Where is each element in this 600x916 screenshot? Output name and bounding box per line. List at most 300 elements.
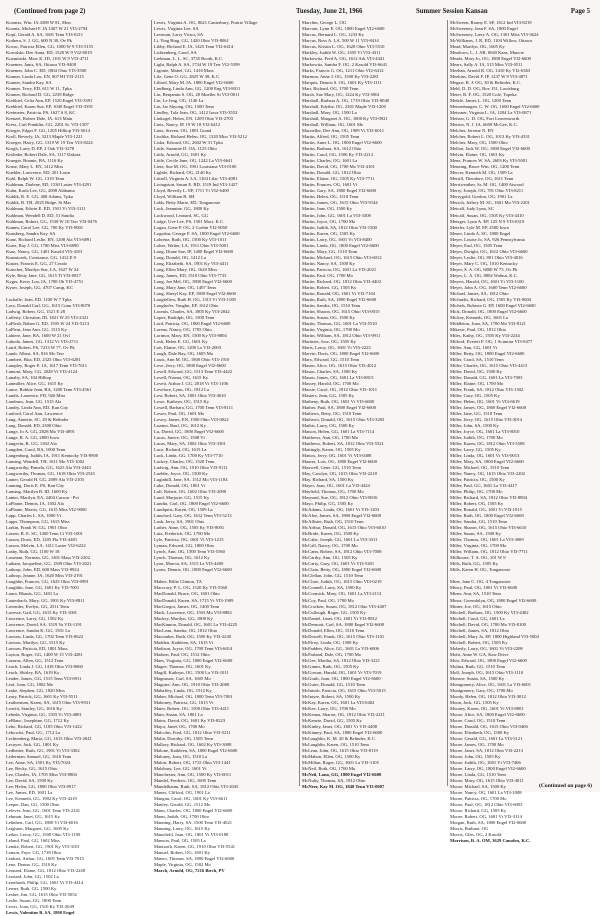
directory-entry: Metzger, Lynn A. EP, 125 N 9 VI3-0319 — [450, 218, 525, 224]
directory-entry: Martin, Ruth, SA, 1800 Engel VI2-6600 — [302, 296, 377, 302]
directory-entry: Ledbetter, Ruth, GG, 1901 Vt VI3-3302 — [6, 747, 80, 753]
directory-entry: Leavitt, Stanley, GG, 1616 Ky — [6, 705, 62, 711]
directory-entry: Meadows, L. J. AB, 6040 Kans, Muncie — [450, 50, 524, 56]
directory-entry: Miller, Thomas, OG, 1601 La VI3-3009 — [450, 537, 524, 543]
directory-entry: Lambert, Rita, ED, 2325 Ohio VI3-6281 — [6, 356, 81, 362]
directory-entry: Lynch, Ann, OG, 1500 Tenn VI3-5560 — [154, 549, 225, 555]
directory-entry: Ladwig, Robert, GG, 1521 E 28 — [6, 308, 65, 314]
directory-entry: Morrison, R. A. OM, 3629 Camden, K.C. — [450, 838, 531, 844]
directory-entry: Little, Arnold, GG, 1601 Ky — [154, 152, 207, 158]
directory-entry: Monroe, Susan, SA, 1500 Ky — [450, 675, 505, 681]
directory-entry: Leonard, John, GG, 1502 La — [6, 874, 59, 880]
directory-entry: Lock, Jeannine, GG, 1800 Ky — [154, 206, 209, 212]
directory-entry: Linkogel, Helen, EN, 1209 Ohio VI3-2703 — [154, 116, 234, 122]
directory-entry: McDowell, Frank, OG, 1615 Ohio VI3-1101 — [302, 633, 385, 639]
directory-entry: Layton, Roger, GG, 1400 W 15 VI3-4281 — [6, 651, 83, 657]
directory-entry: McLaughlin, K. M. 20 & Belinder, K.C. — [302, 735, 377, 741]
directory-entry: McGowan, Harold, OG, 1601 Vt VI3-7019 — [302, 669, 382, 675]
directory-entry: Marx, Edward, GG, 1510 Tenn — [302, 356, 360, 362]
directory-entry: Malsbury, Lee, GG, 1601 Vt — [154, 765, 207, 771]
directory-entry: Kopf, Gerald A. SA, 1601 Tenn VI3-0211 — [6, 32, 84, 38]
directory-entry: Martin, Elaine, OG, 1505 Ky VI3-7711 — [302, 176, 375, 182]
directory-entry: Lyon, Marcia, SA, 1515 La VI3-4400 — [154, 561, 224, 567]
directory-entry: Mincy, Paul, OG, 1801 Vt VI3-6600 — [450, 585, 518, 591]
directory-entry: Leach, Shirley, BA, 1619 Ky — [6, 669, 60, 675]
directory-entry: McMahon, Ellen, OG, 1500 Ky — [302, 753, 361, 759]
directory-entry: Marks, Francis G. OG, 1211 Ohio VI2-6412 — [302, 68, 384, 74]
directory-entry: Martin, Thomas, GG, 1601 La VI3-5510 — [302, 320, 377, 326]
directory-entry: Marquis, Dennis S. OG, 1601 Ky VI3-1111 — [302, 80, 382, 86]
directory-entry: Metcalf, Susan, OG, 1505 Ky VI3-4410 — [450, 212, 524, 218]
directory-entry: Mayfield, Thomas, OG, 1700 Mo — [302, 489, 364, 495]
directory-entry: Miller, Charles, OG, 1615 Ohio VI3-4413 — [450, 362, 528, 368]
directory-entry: Miller, Virginia, OG, 1700 Mo — [450, 543, 507, 549]
directory-entry: Maloney, Joan, OG, 1510 La — [154, 753, 208, 759]
directory-entry: Logsdon, George F. SA, 1800 Engel VI2-6600 — [154, 230, 240, 236]
directory-entry: Miller, Larry, GG, 1505 Ky — [450, 447, 501, 453]
directory-entry: Manning, Harry, SA, 1500 Tenn VI3-4021 — [154, 820, 233, 826]
directory-entry: Lafferty, Christine, ID, 1821 W 25 VI3-2321 — [6, 314, 89, 320]
page-number: Page 5 — [570, 8, 590, 15]
directory-entry: Lenz, Donna, GG, 1510 Ky — [6, 862, 57, 868]
directory-entry: Lovelace, Lynn, OG, 1812 La — [154, 386, 209, 392]
directory-entry: Manchester, Ann, OG, 1500 Ky VI3-0011 — [154, 771, 232, 777]
directory-entry: McBride, Karen, OG, 1500 Ky — [302, 531, 360, 537]
directory-entry: Lawson, Marilyn, GG, 1515 Ky — [6, 639, 65, 645]
directory-entry: Lanter, Marilyn, EA, 2404 Carson - Pvt — [6, 495, 79, 501]
directory-entry: Maxwell, Gene, GG, 1510 Tenn — [302, 465, 361, 471]
directory-entry: Maynard, Sue, OG, 1812 Ohio VI3-8016 — [302, 495, 378, 501]
directory-entry: Maguire, Ann, OG, 1910 Ohio VI3-2080 — [154, 681, 230, 687]
directory-entry: McIntyre, Robert, SA, 1500 Ky — [302, 693, 361, 699]
directory-entry: Miller, Patricia, OG, 1500 Ky — [450, 477, 505, 483]
directory-entry: Kruse, Mary L. EN, 1412 Miss — [6, 164, 64, 170]
directory-entry: Meister, N. J. IA, 6609 McGee, K.C. — [450, 122, 518, 128]
directory-entry: Low, Robert, SA, 1801 Ohio VI3-4010 — [154, 392, 226, 398]
directory-entry: Lachalle, Joan, ED, 1100 W 7 Tpka — [6, 296, 72, 302]
directory-entry: Main, Susan, SA, 1801 La — [154, 711, 203, 717]
directory-entry: McKay, Karen, OG, 1601 La VI3-0402 — [302, 699, 375, 705]
directory-entry: Leonhardt, Philip, GG, 1601 Vt VI3-4414 — [6, 880, 84, 886]
directory-entry: Mansfield, Joan, OG, 1801 Vt VI3-0188 — [154, 832, 229, 838]
directory-entry: Lu, David, GG, 1800 Engel VI2-6600 — [154, 429, 224, 435]
continued-from-note: (Continued from page 2) — [14, 8, 86, 15]
directory-entry: McCarthy, Ann, OG, 1505 Ky — [302, 555, 358, 561]
directory-entry: Lints, Nancy, IP, 19 W 18 VI2-6412 — [154, 122, 221, 128]
directory-entry: Kroeger, Harry, GG, 1319 W 19 Terr VI3-8224 — [6, 140, 93, 146]
directory-entry: Moore, Donald, OG, 1615 Ohio VI3-0406 — [450, 723, 528, 729]
directory-entry: Menzing, Bruce Wm. OG, 1200 Tenn — [450, 164, 520, 170]
directory-entry: Lockwood, Leonard, SC, GG — [154, 212, 209, 218]
directory-entry: Lee, Helen, GG, 1800 Ohio VI3-0917 — [6, 783, 76, 789]
directory-entry: Marshall, Barbara A. OG, 1719 Ohio VI3-8040 — [302, 98, 390, 104]
directory-entry: Mitchell, Robert, OG, 1505 Ky — [450, 639, 508, 645]
directory-entry: Kuhn, Karla Lee, GG, 2008 Alabama — [6, 188, 75, 194]
directory-entry: Lorenz, Nancy, OG, 1705 Ohio — [154, 326, 212, 332]
directory-entry: Lewis, Valentine B. SA, 1800 Engel — [6, 910, 75, 916]
directory-entry: Lindberg, Linda Ann, GG, 1200 Eng VI3-8011 — [154, 86, 241, 92]
page-header — [6, 6, 594, 18]
directory-entry: Lawson, Linda, GG, 1702 Tenn VI3-8622 — [6, 633, 84, 639]
directory-entry: Little, Suzanne D. OA, 1125 Ohio — [154, 146, 217, 152]
directory-entry: Lefever, Jean, GG, 1601 Tenn VI3-2241 — [6, 808, 81, 814]
directory-entry: Miller, Elaine, OG, 1700 Mo — [450, 380, 504, 386]
directory-entry: Kuhlman, Edwin E. ED, 1501 Vt VI3-3111 — [6, 206, 86, 212]
directory-entry: Marmon, Anne J. OG, 1500 Ky VI3-2281 — [302, 74, 379, 80]
directory-entry: Miller, William, OG, 1812 Ohio VI3-7711 — [450, 549, 528, 555]
directory-entry: Lowe, Kathryn, OG, 1515 Ky — [154, 398, 209, 404]
directory-entry: Little, Cecile Jane, OG, 1242 La VI3-6641 — [154, 158, 233, 164]
directory-entry: Leiker, Leroy, GG, 1500 Ohio VI3-1190 — [6, 832, 81, 838]
directory-entry: Moore, Paul, OG, 1812 Ohio VI3-6003 — [450, 802, 523, 808]
directory-entry: Miller, Joyce, OG, 1601 La VI3-8010 — [450, 429, 520, 435]
directory-entry: McKenzie, David, GG, 1505 Ky — [302, 717, 362, 723]
directory-entry: Kusmiczek, Constance, GG, 1412 E 9 — [6, 254, 76, 260]
directory-entry: McCann, Robert, SA, 1812 Ohio VI3-7008 — [302, 549, 382, 555]
directory-entry: Lloyd, Beverly L. EP, 1711 Vt VI2-6400 — [154, 188, 229, 194]
directory-entry: Meier, R. F. OG, 1520 Cole, Topeka — [450, 92, 517, 98]
directory-entry: Merry, Joseph, OG, 701 Ohio VI3-8211 — [450, 188, 524, 194]
directory-entry: Lang, Donald, ED, 2300 Ohio — [6, 423, 62, 429]
directory-entry: Kuhlman, Robert, GG, 1530 W 10 Terr VI3-0476 — [6, 218, 97, 224]
directory-entry: Meyer, Mary C. OG, 1010 Kentucky — [450, 260, 518, 266]
directory-entry: Mine, Jane C. OG, 4 Tonganoxie — [450, 579, 511, 585]
directory-entry: Martin, Barbara, SA, 1612 Ohio — [302, 146, 362, 152]
directory-entry: Martin, Susan, OG, 1500 Ky — [302, 314, 355, 320]
directory-entry: Montgomery, Gary, OG, 1700 Mo — [450, 687, 513, 693]
directory-entry: Long, Elizabeth, SA, 1901 Ky VI3-4411 — [154, 260, 229, 266]
directory-entry: Kyser, Joseph, GG, 4707 Camp, KC — [6, 284, 73, 290]
directory-entry: Kroll, Beverly, IA, 3213 Maple VI3-1221 — [6, 134, 83, 140]
directory-entry: Lansing, Marilyn B. ID, 1600 Ky — [6, 489, 68, 495]
directory-entry: Martin, Robert, GG, 1505 Ky — [302, 284, 357, 290]
directory-entry: Leonard, Elaine, GG, 1812 Ohio VI3-2248 — [6, 868, 86, 874]
directory-entry: Liebman, L. L. SC, 3735 Booth, K.C. — [154, 56, 224, 62]
directory-entry: McAllister, Ruth, OG, 1510 Tenn — [302, 519, 364, 525]
directory-entry: Lee, Anne, SA, 1501 Ky VI3-7024 — [6, 759, 71, 765]
directory-entry: Mills, Ruth, GG, 1505 Ky — [450, 561, 499, 567]
directory-entry: Lischka, Richard Helen, OG, 1320 Miss VI3-5212 — [154, 134, 247, 140]
directory-entry: Manley, Gerald, GG, 1512 Mo — [154, 802, 211, 808]
directory-entry: MacGregor, James, OG, 1400 Tenn — [154, 603, 220, 609]
directory-entry: Mason, Charles, SA, 1500 Ky — [302, 368, 358, 374]
directory-entry: Leader, James, GG, 1515 Tenn VI3-6911 — [6, 675, 82, 681]
directory-entry: Martin, Paul, OG, 1700 Mo — [302, 272, 353, 278]
directory-entry: Mandel, Frederic, OG, 1605 Tenn — [154, 777, 217, 783]
directory-entry: Madden, Kathleen, SA, 1615 Vt — [154, 639, 214, 645]
directory-entry: McGrath, Joan, OG, 1800 Engel VI2-6600 — [302, 675, 381, 681]
directory-entry: Marchin, George L. OG — [302, 20, 347, 25]
directory-entry: Moore, Linda, GG, 1510 Tenn — [450, 771, 506, 777]
directory-entry: Kuhlik, B. TH, 2025 Ridge, St Mar — [6, 200, 71, 206]
directory-entry: Mitchell, Barbara, OG, 1500 Ky VI3-4402 — [450, 609, 529, 615]
directory-entry: Lee, Kenneth, GG, 1902 Ky VI3-4219 — [6, 796, 77, 802]
directory-entry: Mohr, Anne W. GA, Kaw Drive — [450, 651, 509, 657]
directory-entry: McLean, John, OG, 1615 Ohio VI3-8119 — [302, 747, 378, 753]
directory-entry: Lavesse, Gail, GG, 1615 Ky VI3-1001 — [6, 609, 78, 615]
directory-entry: Landis, Laurence, FD, 926 Miss — [6, 392, 66, 398]
directory-entry: Martin, Karen, OG, 1505 Ky — [302, 230, 356, 236]
directory-entry: Lyman, Edward, GG, 1800 Ohio — [154, 543, 215, 549]
directory-entry: Moore, Mary, OG, 1615 Ohio VI3-4011 — [450, 777, 524, 783]
directory-entry: Miller, Michael, OG, 1510 Tenn — [450, 465, 510, 471]
directory-entry: McNulty, Thomas, SA, 1812 Ohio — [302, 777, 366, 783]
directory-entry: Luce, Richard, OG, 1615 La — [154, 447, 207, 453]
directory-entry: Mahaffey, Linda, OG, 1512 Ky — [154, 687, 212, 693]
directory-entry: Kuster, Francis E. GG, 27 Ceralo — [6, 260, 68, 266]
directory-entry: Molina, Ruth, GG, 1510 Tenn — [450, 663, 506, 669]
directory-entry: Lutz, Frederick, OG, 1700 Mo — [154, 531, 211, 537]
directory-entry: McDaniel, Janet, OG, 1601 Vt VI3-8812 — [302, 615, 378, 621]
directory-entry: McClure, Judith, OG, 1615 Ohio VI3-0219 — [302, 579, 382, 585]
directory-entry: Kyle, Betty Jane, GG, 1615 Tl VI3-0817 — [6, 272, 81, 278]
directory-entry: Miller, Ronald, OG, 1601 Vt VI3-1015 — [450, 507, 522, 513]
directory-entry: Kozminski, Marc K. ID, 1101 W 9 VI3-4711 — [6, 56, 89, 62]
directory-entry: Markowitz, Sandra F. OG, 2 Kasold VI3-6641 — [302, 62, 388, 68]
directory-entry: Lints, Steven, OG, 1801 Grand — [154, 128, 212, 134]
directory-entry: McArthur, Donald, OG, 1615 Ohio VI3-6010 — [302, 525, 386, 531]
directory-entry: Miller, Nancy, OG, 1615 Ohio VI3-2202 — [450, 471, 525, 477]
directory-entry: McClain, Betty, OG, 1800 Engel VI2-6600 — [302, 567, 382, 573]
directory-entry: Magill, Kathryn, OG, 1500 La VI3-1011 — [154, 669, 229, 675]
directory-entry: Mick, Donald, OG, 1800 Engel VI2-6600 — [450, 308, 527, 314]
directory-entry: Martin, Virginia, OG, 1700 Mo — [302, 326, 360, 332]
directory-entry: Kovac, Patricia Ellen, GG, 1000 W 9 VI3-5155 — [6, 44, 94, 50]
directory-entry: Lee, David, SA, 1500 Ky — [6, 777, 53, 783]
directory-entry: Lobb, Betty Marie, ED, Tonganoxie — [154, 200, 221, 206]
directory-entry: Mackey, Marilyn, GG, 1800 Ky — [154, 615, 213, 621]
directory-entry: Losh, Helen E. GG, 1601 Ky — [154, 338, 208, 344]
directory-entry: Martin, William, SA, 1812 Ohio VI3-9911 — [302, 332, 381, 338]
directory-entry: McAfee, James, SA, 1800 Engel VI2-6600 — [302, 513, 382, 519]
directory-entry: MacKinnon, Donald, OG, 1601 La VI3-4225 — [154, 621, 238, 627]
directory-entry: Lehman, Janet, GG, 1615 Ky — [6, 814, 60, 820]
directory-entry: McGinnis, Ruth, OG, 1505 Ky — [302, 663, 359, 669]
directory-entry: Moore, John, OG, 1505 Ky — [450, 753, 501, 759]
directory-entry: Mead, Marilyn, OG, 1605 Ky — [450, 44, 505, 50]
directory-entry: Menz, Frances W. SA, 2603 Ky VI3-5001 — [450, 158, 528, 164]
directory-entry: Ligonie, Mabel, GG, 1416 Mass — [154, 68, 214, 74]
directory-entry: Meyer, L. A. OG, 8802 Walnut, K.C. — [450, 272, 518, 278]
directory-entry: Kuhlman, Darlene, ED, 1530 Laster VI3-4291 — [6, 182, 92, 188]
directory-entry: Mitchell, David, OG, 1700 Mo VI3-8100 — [450, 621, 526, 627]
directory-entry: Kowalski, Dee Anna, ED, 1520 W 9 VI2-8019 — [6, 50, 92, 56]
directory-entry: Lebo, Richard, GG, 1105 Ohio VI3-1422 — [6, 723, 82, 729]
directory-entry: Lunsford, Gary, OG, 1612 Tenn VI3-5213 — [154, 513, 232, 519]
directory-entry: Laughlin, Frances, GG, 1625 Ohio VI3-0991 — [6, 579, 89, 585]
directory-entry: Lietz, Sue M. OG, 1901 Louisiana VI3-0100 — [154, 164, 237, 170]
directory-entry: McNeil, Lana, GG, 1800 Engel VI2-6600 — [302, 771, 382, 777]
directory-entry: Moore, Robert, OG, 1601 Vt VI3-3114 — [450, 814, 522, 820]
directory-entry: McKenna, Sharon, OG, 1812 Ohio VI3-2211 — [302, 711, 385, 717]
directory-entry: March, Arnold, OG, 7216 Birch, PV — [154, 868, 225, 874]
directory-entry: Ludwig, Ann, OG, 1910 Ohio VI3-9111 — [154, 465, 228, 471]
directory-entry: Martin, Richard, OG, 1812 Ohio VI3-4402 — [302, 278, 382, 284]
directory-entry: Leslie, Susan, GG, 1800 Tenn — [6, 898, 62, 904]
directory-entry: Krenzel, Robert Dale, IA, 613 Main — [6, 116, 73, 122]
directory-entry: Longfellow, Ruth H. OG, 1315 Vt VI3-1108 — [154, 296, 236, 302]
directory-entry: Martin, Donald, GG, 1812 Ohio — [302, 170, 362, 176]
directory-entry: Miller, Betty, OG, 1800 Engel VI2-6600 — [450, 350, 525, 356]
directory-entry: Kuhl, Ralph W. GG, 1319 Tenn — [6, 176, 65, 182]
directory-entry: Laughlin, Jane, GG, 1601 Ky VI3-7001 — [6, 585, 80, 591]
directory-column-3 — [302, 20, 444, 788]
directory-entry: Martinez, Jose, OG, 1505 Ky — [302, 338, 356, 344]
directory-entry: Lin, Benjamin S. OG, 20 Mueller St VI3-0011 — [154, 92, 240, 98]
directory-entry: Lanmiller, Alice, GG, 1615 Ky — [6, 380, 64, 386]
directory-entry: Marshall, Margaret A. OG, 1800 Ky VI3-0921 — [302, 116, 388, 122]
directory-entry: Kramer, Terry, ED, 611 W 11, Tpka — [6, 86, 72, 92]
directory-entry: Krueger, Bonnie, BA, 1116 Ky — [6, 158, 64, 164]
directory-entry: Morris, Glen, OG, 2 Kasold — [450, 832, 502, 838]
directory-entry: Marshall, Edythe, OG, 2301 Maple VI3-1200 — [302, 104, 386, 110]
directory-entry: Lovett, Arthur J. GG, 2018 Vt VI3-1106 — [154, 380, 229, 386]
directory-entry: Lin, Jar Shyong, OG, 1500 Tenn — [154, 104, 214, 110]
directory-entry: Langevin, R. GG, 1302 Ala — [6, 441, 57, 447]
directory-entry: Mooney, Karen, OG, 1601 Vt VI3-8801 — [450, 705, 524, 711]
column-divider — [151, 20, 152, 786]
directory-entry: May, Richard, SA, 1500 Ky — [302, 477, 354, 483]
directory-entry: Meyer, John A. OG, 1600 Tenn VI2-6600 — [450, 284, 527, 290]
directory-entry: Langworthy, Pamela, GG, 1625 Ala VI3-2443 — [6, 465, 91, 471]
directory-entry: Moore, Patricia, OG, 1700 Mo — [450, 796, 507, 802]
directory-entry: Miller, Richard, SA, 1812 Ohio VI3-8804 — [450, 495, 528, 501]
directory-entry: Mayo, Philip, GG, 1505 Ky — [302, 501, 354, 507]
directory-entry: Miller, Donald, GG, 1601 La VI3-7003 — [450, 374, 523, 380]
directory-entry: Longhofer, Vaughn, EP, 1612 Ohio — [154, 302, 219, 308]
directory-entry: Martin, Charles, OG, 1601 La — [302, 158, 358, 164]
directory-entry: Minor, Gwendolyn, OG, 1800 Engel VI2-6600 — [450, 597, 537, 603]
directory-entry: Miller, Carol, SA, 1510 Tenn — [450, 356, 504, 362]
directory-entry: Martin, Carol, OG, 1500 Ky VI3-2212 — [302, 152, 374, 158]
directory-entry: Lanford, Carol Ann, Lawrence — [6, 411, 63, 417]
directory-entry: Lohse, Walter, LA, 1911 Ohio VI3-5001 — [154, 242, 229, 248]
directory-entry: Kurz, Nancy, GG, 1401 Kasold VI3-4101 — [6, 248, 83, 254]
directory-entry: Martin, Sandra, OG, 1510 Tenn — [302, 302, 361, 308]
directory-entry: Lillard, Mary M. IA, 1800 Engel VI2-6600 — [154, 80, 234, 86]
directory-entry: Larson, Doris, ED, 1205 Fla VI3-4481 — [6, 537, 78, 543]
directory-entry: Miller, Judith, OG, 1700 Mo — [450, 435, 503, 441]
directory-entry: Markley, Judith W. OG, 1305 Vt VI3-4311 — [302, 50, 381, 56]
directory-entry: Krogh, Larry D. EP, 2 Oak VI3-3278 — [6, 146, 75, 152]
directory-entry: Lovell, Edward, GG, 1513 Tenn VI3-4422 — [154, 368, 233, 374]
directory-entry: May, Carolyn, OG, 1615 Ohio VI3-2218 — [302, 471, 377, 477]
directory-entry: McCullough, Roger, GG, 1505 Ky — [302, 609, 366, 615]
directory-entry: LaPlante, Morris, GG, 1615 Miss VI2-9000 — [6, 507, 87, 513]
directory-entry: Luginbill, Jane, SA, 1512 Mo VI3-1104 — [154, 477, 228, 483]
directory-entry: Lanier, Gerald H. GG, 2009 Ala VI3-2103 — [6, 477, 84, 483]
directory-entry: Lenhart, Arthur, GG, 1605 Tenn VI3-7015 — [6, 856, 84, 862]
directory-entry: Kuehler, Lawrence, ED, 201 Lawn — [6, 170, 71, 176]
directory-entry: Moore, Alice, SA, 1800 Engel VI2-6600 — [450, 711, 525, 717]
directory-entry: Manzo, Thomas, SA, 1800 Engel VI2-6600 — [154, 856, 235, 862]
directory-entry: Lozano, Raul, OG, 1612 Ky — [154, 423, 206, 429]
directory-entry: Lathrop, Jeanne, IA, 1620 Miss VI3-2191 — [6, 573, 83, 579]
directory-entry: Lansing, Wendell, TH, 1611 Mo VI3-1002 — [6, 459, 85, 465]
directory-entry: Larkin, Frank W. GG, 1901 Ohio — [6, 525, 67, 531]
directory-entry: Livingston, Susan E. BD, 1519 Ind VI3-1427 — [154, 182, 238, 188]
directory-entry: Lucas, Janice, OG, 1508 Vt — [154, 435, 205, 441]
directory-entry: Maple, Virginia, OG, 1502 Mo — [154, 862, 211, 868]
directory-entry: Moore, Judith, OG, 1601 Vt VI3-7406 — [450, 759, 521, 765]
directory-entry: McCormick, Mary, OG, 1601 La VI3-2113 — [302, 591, 382, 597]
directory-entry: Masters, Jean, GG, 1505 Ky — [302, 392, 355, 398]
directory-entry: Langdon, Carol, BA, 1000 Tenn — [6, 447, 66, 453]
directory-entry: McConnell, Larry, SA, 1500 Ky — [302, 585, 362, 591]
directory-entry: Lacy, Donald Carl, GG, 1615 Conn VI3-8070 — [6, 302, 91, 308]
directory-entry: McAdams, Linda, OG, 1601 Vt VI3-1203 — [302, 507, 380, 513]
directory-entry: Marsh, Sue Mary, OG, 1224 Ky VI3-5061 — [302, 92, 380, 98]
directory-entry: Lawrence, David, SA, 1519 Va VI3-1191 — [6, 621, 82, 627]
directory-entry: Long, Mary Jane, OG, 1407 Tenn — [154, 284, 216, 290]
directory-entry: Mears, Sally A. IA, 515 Miss VI3-0511 — [450, 62, 523, 68]
directory-entry: Michaelis, Richard, OG, 1505 Ky VI3-0004 — [450, 296, 532, 302]
directory-entry: Michael, James, SA, 1812 Ohio — [450, 290, 509, 296]
directory-entry: Martin, Jane, OG, 1500 Ky — [302, 206, 353, 212]
directory-entry: Meyer, Earl, OG, 1505 Tenn — [450, 242, 503, 248]
directory-column-4 — [450, 20, 592, 844]
directory-entry: Matson, Helen, GG, 1601 La VI3-7114 — [302, 429, 375, 435]
directory-entry: Miller, Sharon, OG, 1615 Ohio VI3-6610 — [450, 525, 527, 531]
directory-entry: Madison, Joyce, OG, 1700 Tenn VI3-6014 — [154, 645, 233, 651]
directory-entry: Meyer, Dwight, OG, 1612 Ohio VI3-6600 — [450, 248, 528, 254]
directory-entry: Lin, Le Jeng, OG, 1140 La — [154, 98, 204, 104]
directory-entry: McSweeney, Larry A. OG, 1301 Miss VI3-3624 — [450, 32, 539, 38]
directory-entry: Lange, Jo A. GG, 2828 Mo VI3-4891 — [6, 429, 75, 435]
directory-entry: Krebbiel, Karen Sue, EP, 1040 Engel VI3-3391 — [6, 104, 94, 110]
directory-entry: Moll, Joseph, OG, 1615 Ohio VI3-1110 — [450, 669, 524, 675]
directory-entry: Kramer, Richard D. GG, 2239 Ridge — [6, 92, 74, 98]
directory-entry: Mathis, Larry, OG, 1500 Ky — [302, 423, 355, 429]
directory-entry: Langworthy, Thomas, GG, 1618 Ohio VI3-2543 — [6, 471, 95, 477]
directory-entry: Laura, Rhanis, GG, 1401 La — [6, 591, 59, 597]
directory-entry: Moore, Nancy, OG, 1601 La VI3-1008 — [450, 790, 522, 795]
directory-entry: McMillan, Roger, GG, 1601 La VI3-1105 — [302, 759, 379, 765]
directory-entry: Mellon, Jack W. OG, 1800 Engel VI2-6600 — [450, 146, 530, 152]
directory-entry: Middleton, Joan, SA, 1700 Mo VI3-8121 — [450, 320, 526, 326]
directory-entry: Lohrenz, Ruth, OG, 1500 Ky VI3-1011 — [154, 236, 227, 242]
directory-entry: Melcher, Robert L. OG, 1013 Ky VI3-4331 — [450, 134, 530, 140]
directory-entry: Mickey, Kenneth, OG, 1601 La — [450, 314, 509, 320]
directory-entry: McKinney, Paul, SA, 1800 Engel VI2-6600 — [302, 729, 383, 735]
directory-entry: Meekins, David F. IP, 1237 W 9 VI3-4871 — [450, 74, 528, 80]
directory-entry: MacLean, Sandra, OG, 1812 Ohio — [154, 627, 218, 633]
directory-entry: McLaughlin, Karen, OG, 1510 Tenn — [302, 741, 369, 747]
directory-entry: Koontz, Michael F. IA 1407 W 21 VI3-2794 — [6, 26, 88, 32]
directory-entry: Melcher, Mary, OG, 1500 Ohio — [450, 140, 508, 146]
directory-entry: Lewis, Joan, GG, 1510 Ky VI3-2049 — [6, 904, 75, 910]
directory-entry: Logan, Gene P. OG, 2 Corbin VI2-9050 — [154, 224, 228, 230]
directory-entry: Merriweather, Sr, M. OG, 1400 Atwood — [450, 182, 524, 188]
directory-entry: Marts, Leroy, OG, 1601 Vt VI3-2223 — [302, 344, 371, 350]
directory-entry: Lile, Gene O. GG, 2825 W 38, K.C. — [154, 74, 221, 80]
directory-entry: Mehl, D. D. OG, Box 151, Louisburg — [450, 86, 519, 92]
directory-entry: Marcus, Kristin L. OG, 1620 Ohio VI3-5510 — [302, 44, 385, 50]
directory-entry: McWilliams, J. R. ED, 1104 Willow, Ottawa — [450, 38, 532, 44]
directory-entry: Lecuyer, Jack, GG, 1801 Ky — [6, 741, 59, 747]
directory-entry: Long, Ellen Mary, OG, 1620 Miss — [154, 266, 217, 272]
directory-entry: Meuer, Linda A. SC, 1800 Engel — [450, 230, 511, 236]
directory-entry: Martin, Sharon, OG, 1615 Ohio VI3-0015 — [302, 308, 380, 314]
directory-entry: Lavender, Evelyn, GG, 2511 Tenn — [6, 603, 69, 609]
directory-entry: Lowell, Barbara, GG, 1700 Tenn VI3-8111 — [154, 405, 234, 410]
directory-entry: Lawrence, Larry, GG, 1502 Ky — [6, 615, 64, 621]
directory-entry: Martin, Patricia, OG, 1601 La VI3-2021 — [302, 266, 377, 272]
directory-entry: Mersch, Jeffrey M. SC, 1601 Mo VI3-2201 — [450, 200, 530, 206]
directory-entry: Lowry, James, EN, 1500 Ohio VI3-0022 — [154, 417, 229, 423]
directory-entry: Minter, Joe, OG, 1615 Ohio — [450, 603, 502, 609]
issue-date: Tuesday, June 21, 1966 — [296, 8, 363, 15]
